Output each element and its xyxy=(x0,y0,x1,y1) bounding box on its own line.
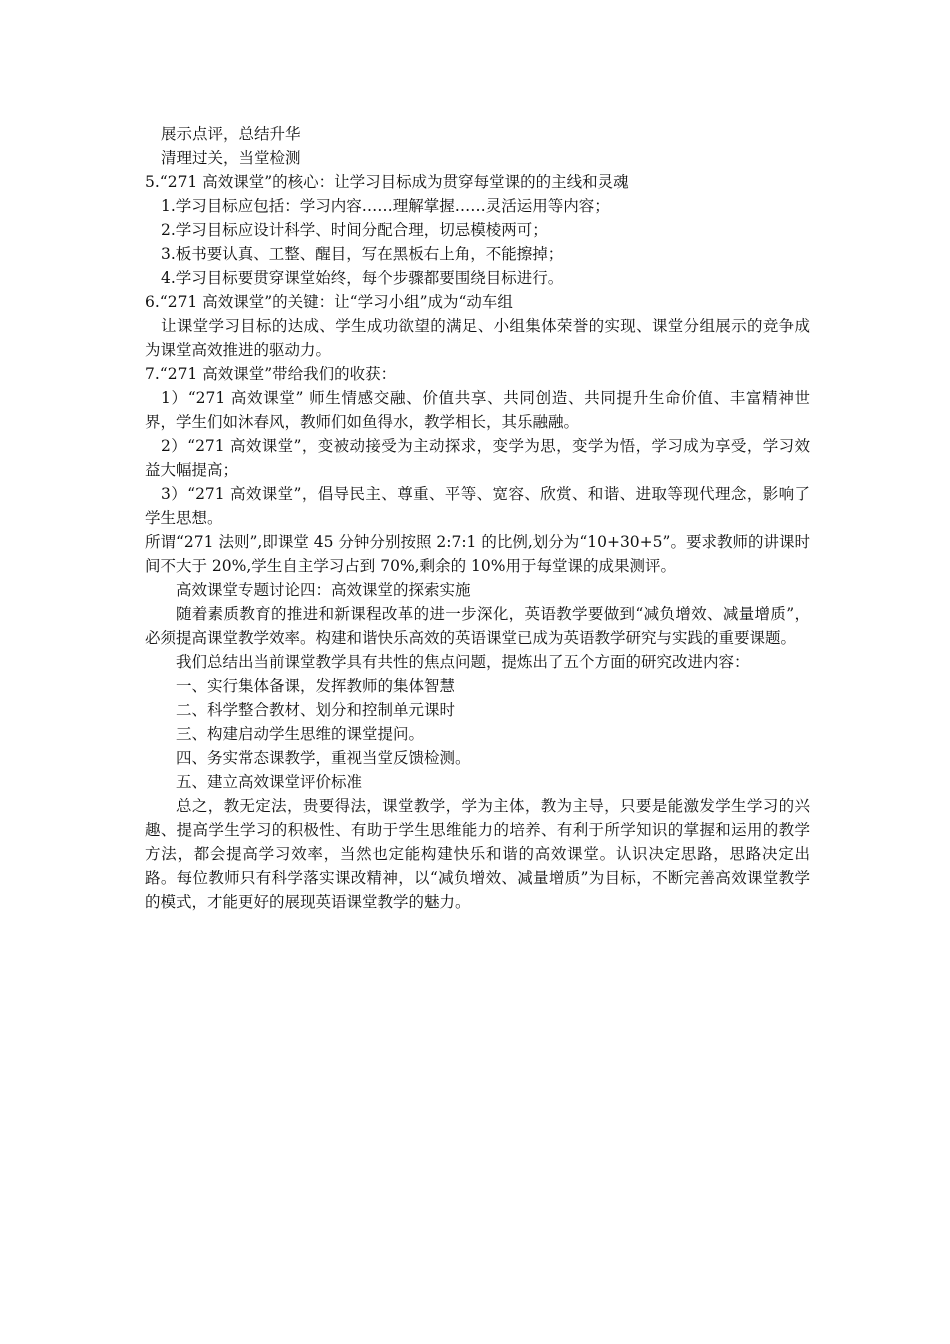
document-body xyxy=(145,122,810,914)
list-item: 一、实行集体备课，发挥教师的集体智慧 xyxy=(176,677,456,695)
text-line: 展示点评，总结升华 xyxy=(161,125,301,143)
paragraph: 总之，教无定法，贵要得法，课堂教学，学为主体，教为主导，只要是能激发学生学习的兴趣、提高学生学习的积极性、有助于学生思维能力的培养、有利于所学知识的掌握和运用的教学方法，都会提高学习效率，当然也定能构建快乐和谐的高效课堂。认识决定思路，思路决定出路。每位教师只有科学落实课改精神，以“减负增效、减量增质”为目标，不断完善高效课堂教学的模式，才能更好的展现英语课堂教学的魅力。 xyxy=(145,797,810,911)
text-line: 我们总结出当前课堂教学具有共性的焦点问题，提炼出了五个方面的研究改进内容： xyxy=(176,653,750,671)
list-item: 三、构建启动学生思维的课堂提问。 xyxy=(176,725,425,743)
text-line: 清理过关，当堂检测 xyxy=(161,149,301,167)
paragraph: 2）“271 高效课堂”，变被动接受为主动探求，变学为思，变学为悟，学习成为享受，学习效益大幅提高； xyxy=(145,437,810,479)
list-item: 4.学习目标要贯穿课堂始终，每个步骤都要围绕目标进行。 xyxy=(161,269,564,287)
paragraph: 1）“271 高效课堂” 师生情感交融、价值共享、共同创造、共同提升生命价值、丰富精神世界，学生们如沐春风，教师们如鱼得水，教学相长，其乐融融。 xyxy=(145,389,810,431)
paragraph: 所谓“271 法则”,即课堂 45 分钟分别按照 2:7:1 的比例,划分为“10+30+5”。要求教师的讲课时间不大于 20%,学生自主学习占到 70%,剩余的 10%用于每堂课的成果测评。 xyxy=(145,533,810,575)
list-item: 五、建立高效课堂评价标准 xyxy=(176,773,363,791)
section-heading: 高效课堂专题讨论四：高效课堂的探索实施 xyxy=(176,581,471,599)
paragraph: 3）“271 高效课堂”，倡导民主、尊重、平等、宽容、欣赏、和谐、进取等现代理念，影响了学生思想。 xyxy=(145,485,810,527)
list-item: 四、务实常态课教学，重视当堂反馈检测。 xyxy=(176,749,471,767)
list-item: 2.学习目标应设计科学、时间分配合理，切忌模棱两可； xyxy=(161,221,548,239)
list-item: 二、科学整合教材、划分和控制单元课时 xyxy=(176,701,456,719)
list-item: 1.学习目标应包括：学习内容……理解掌握……灵活运用等内容； xyxy=(161,197,610,215)
section-heading: 5.“271 高效课堂”的核心：让学习目标成为贯穿每堂课的的主线和灵魂 xyxy=(145,173,629,191)
section-heading: 6.“271 高效课堂”的关键：让“学习小组”成为“动车组 xyxy=(145,293,513,311)
paragraph: 让课堂学习目标的达成、学生成功欲望的满足、小组集体荣誉的实现、课堂分组展示的竞争成为课堂高效推进的驱动力。 xyxy=(145,317,810,359)
section-heading: 7.“271 高效课堂”带给我们的收获： xyxy=(145,365,397,383)
paragraph: 随着素质教育的推进和新课程改革的进一步深化，英语教学要做到“减负增效、减量增质”，必须提高课堂教学效率。构建和谐快乐高效的英语课堂已成为英语教学研究与实践的重要课题。 xyxy=(145,605,810,647)
list-item: 3.板书要认真、工整、醒目，写在黑板右上角，不能擦掉； xyxy=(161,245,564,263)
